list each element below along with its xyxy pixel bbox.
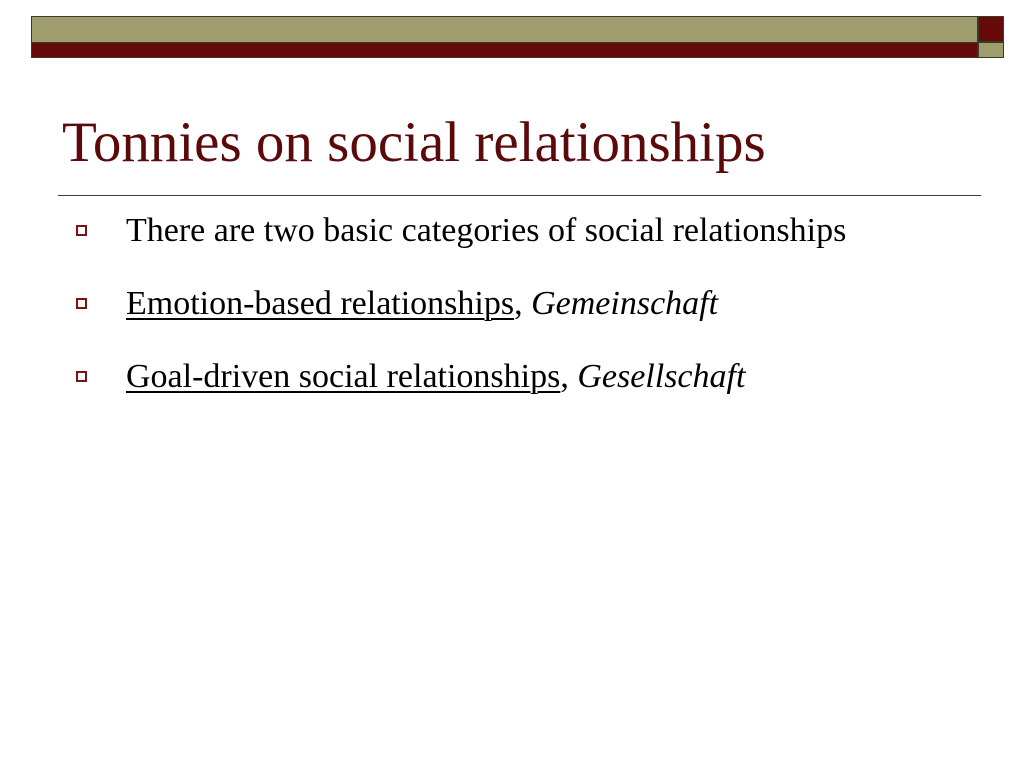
bullet-german-term: Gesellschaft (577, 358, 746, 395)
bullet-item-gesellschaft (76, 352, 906, 401)
header-square-olive (978, 42, 1004, 58)
bullet-german-term: Gemeinschaft (531, 285, 719, 322)
header-bar-olive (31, 16, 978, 42)
bullet-text: There are two basic categories of social relationships (126, 212, 847, 249)
bullet-list (76, 206, 906, 425)
hollow-square-bullet-icon (76, 298, 87, 309)
bullet-item-categories (76, 206, 906, 255)
header-bar-maroon (31, 42, 978, 58)
bullet-term: Goal-driven social relationships (126, 358, 561, 395)
title-divider (58, 195, 981, 196)
hollow-square-bullet-icon (76, 371, 87, 382)
bullet-separator: , (560, 358, 578, 395)
bullet-term: Emotion-based relationships (126, 285, 515, 322)
slide-title: Tonnies on social relationships (62, 111, 766, 174)
hollow-square-bullet-icon (76, 225, 87, 236)
bullet-item-gemeinschaft (76, 279, 906, 328)
bullet-separator: , (514, 285, 532, 322)
header-square-maroon (978, 16, 1004, 42)
